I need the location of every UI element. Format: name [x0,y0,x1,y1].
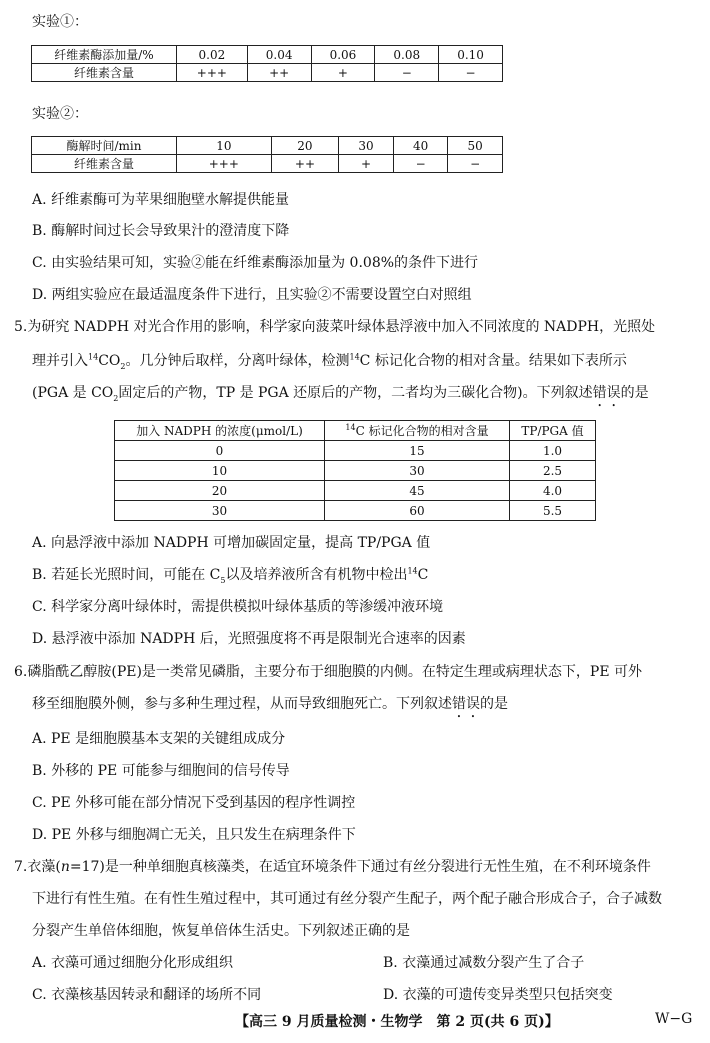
table-cell: 30 [339,137,394,155]
q6-text: 移至细胞膜外侧，参与多种生理过程，从而导致细胞死亡。下列叙述 [32,696,452,712]
question-number: 6. [14,664,28,680]
experiment-1-table [31,45,503,82]
superscript: 14 [345,423,356,432]
table-header-cell: 加入 NADPH 的浓度(μmol/L) [115,421,325,441]
q5-text: 的是 [620,385,649,401]
table-row [115,481,596,501]
table-row [115,461,596,481]
option-text: B. 若延长光照时间，可能在 C [32,567,221,583]
q5-option-b[interactable] [32,565,428,585]
question-number: 5. [14,319,28,335]
q5-stem-line-3 [32,383,649,403]
table-cell: ++ [247,64,311,82]
table-cell: 0.04 [247,46,311,64]
q7-stem-line-3: 分裂产生单倍体细胞，恢复单倍体生活史。下列叙述正确的是 [32,923,410,939]
table-header-row [115,421,596,441]
table-cell: 0.02 [177,46,248,64]
table-cell: 0.06 [311,46,375,64]
table-cell: 10 [115,461,325,481]
table-cell: 酶解时间/min [32,137,177,155]
q7-option-b[interactable]: B. 衣藻通过减数分裂产生了合子 [383,955,585,971]
table-cell: ++ [271,155,339,173]
emphasis-dot-char: 误 [606,385,621,401]
subscript: 2 [113,393,119,403]
q7-text: 衣藻( [27,859,61,875]
emphasis-dot-char: 错 [452,696,466,712]
q5-stem-line-2 [32,351,627,371]
q6-text: 的是 [480,696,508,712]
q5-option-c[interactable]: C. 科学家分离叶绿体时，需提供模拟叶绿体基质的等渗缓冲液环境 [32,599,444,615]
q5-option-d[interactable]: D. 悬浮液中添加 NADPH 后，光照强度将不再是限制光合速率的因素 [32,631,466,647]
q7-variable: n [60,859,70,875]
q4-option-d[interactable]: D. 两组实验应在最适温度条件下进行，且实验②不需要设置空白对照组 [32,287,472,303]
superscript: 14 [407,566,418,576]
q6-stem-line-1 [14,662,642,682]
q5-text: (PGA 是 CO [32,385,114,401]
q7-text: =17)是一种单细胞真核藻类，在适宜环境条件下通过有丝分裂进行无性生殖，在不利环境条件 [69,859,651,875]
table-cell: 纤维素酶添加量/% [32,46,177,64]
footer-code: W−G [655,1011,693,1027]
experiment-2-title: 实验②： [32,106,88,122]
table-cell: − [393,155,448,173]
emphasis-dot-char: 误 [466,696,480,712]
q5-stem-line-1 [14,317,655,337]
table-cell: 2.5 [510,461,596,481]
table-cell: 45 [325,481,510,501]
q7-option-c[interactable]: C. 衣藻核基因转录和翻译的场所不同 [32,987,262,1003]
table-cell: − [375,64,439,82]
table-row [32,64,503,82]
table-row [115,501,596,521]
experiment-2-table [31,136,503,173]
table-cell: 纤维素含量 [32,64,177,82]
q4-option-b[interactable]: B. 酶解时间过长会导致果汁的澄清度下降 [32,223,290,239]
q5-text: 理并引入 [32,353,88,369]
q5-text: C 标记化合物的相对含量。结果如下表所示 [359,353,627,369]
table-row [32,137,503,155]
q5-option-a[interactable]: A. 向悬浮液中添加 NADPH 可增加碳固定量，提高 TP/PGA 值 [32,535,431,551]
page-footer [0,1011,710,1031]
footer-page-info: 【高三 9 月质量检测・生物学 第 2 页(共 6 页)】 [235,1014,559,1030]
table-cell: 30 [115,501,325,521]
experiment-1-title: 实验①： [32,14,88,30]
table-row [115,441,596,461]
q7-option-a[interactable]: A. 衣藻可通过细胞分化形成组织 [32,955,234,971]
q5-text: CO [98,353,121,369]
q6-text: 磷脂酰乙醇胺(PE)是一类常见磷脂，主要分布于细胞膜的内侧。在特定生理或病理状态下，PE 可外 [27,664,643,680]
table-cell: 20 [271,137,339,155]
q5-text: 为研究 NADPH 对光合作用的影响，科学家向菠菜叶绿体悬浮液中加入不同浓度的 NADPH，光照处 [27,319,656,335]
q4-option-c[interactable]: C. 由实验结果可知，实验②能在纤维素酶添加量为 0.08%的条件下进行 [32,255,479,271]
q7-stem-line-2: 下进行有性生殖。在有性生殖过程中，其可通过有丝分裂产生配子，两个配子融合形成合子，合子减数 [32,891,662,907]
table-header-cell: TP/PGA 值 [510,421,596,441]
q5-data-table [114,420,596,521]
q4-option-a[interactable]: A. 纤维素酶可为苹果细胞壁水解提供能量 [32,192,290,208]
table-cell: 60 [325,501,510,521]
table-cell: 0.08 [375,46,439,64]
table-cell: 30 [325,461,510,481]
q6-option-a[interactable]: A. PE 是细胞膜基本支架的关键组成成分 [32,731,286,747]
table-cell: 1.0 [510,441,596,461]
table-cell: +++ [177,155,272,173]
table-cell: − [448,155,503,173]
table-cell: 20 [115,481,325,501]
table-cell: 50 [448,137,503,155]
table-cell: − [439,64,503,82]
table-row [32,155,503,173]
table-cell: 10 [177,137,272,155]
superscript: 14 [349,352,360,362]
table-cell: + [339,155,394,173]
q7-option-d[interactable]: D. 衣藻的可遗传变异类型只包括突变 [383,987,613,1003]
table-cell: 0.10 [439,46,503,64]
table-cell: + [311,64,375,82]
table-header-text: C 标记化合物的相对含量 [355,424,489,438]
option-text: C [417,567,429,583]
q7-stem-line-1 [14,857,651,877]
subscript: 5 [220,575,226,585]
table-cell: +++ [177,64,248,82]
q6-option-d[interactable]: D. PE 外移与细胞凋亡无关，且只发生在病理条件下 [32,827,356,843]
table-cell: 0 [115,441,325,461]
table-cell: 4.0 [510,481,596,501]
question-number: 7. [14,859,28,875]
table-cell: 5.5 [510,501,596,521]
option-text: 以及培养液所含有机物中检出 [225,567,408,583]
emphasis-dot-char: 错 [592,385,607,401]
superscript: 14 [88,352,99,362]
q6-option-c[interactable]: C. PE 外移可能在部分情况下受到基因的程序性调控 [32,795,356,811]
q5-text: 。几分钟后取样，分离叶绿体，检测 [125,353,350,369]
subscript: 2 [120,361,126,371]
q6-stem-line-2 [32,694,508,714]
table-row [32,46,503,64]
q6-option-b[interactable]: B. 外移的 PE 可能参与细胞间的信号传导 [32,763,290,779]
table-cell: 纤维素含量 [32,155,177,173]
table-cell: 15 [325,441,510,461]
table-header-cell [325,421,510,441]
q5-text: 固定后的产物，TP 是 PGA 还原后的产物，二者均为三碳化合物)。下列叙述 [118,385,593,401]
table-cell: 40 [393,137,448,155]
